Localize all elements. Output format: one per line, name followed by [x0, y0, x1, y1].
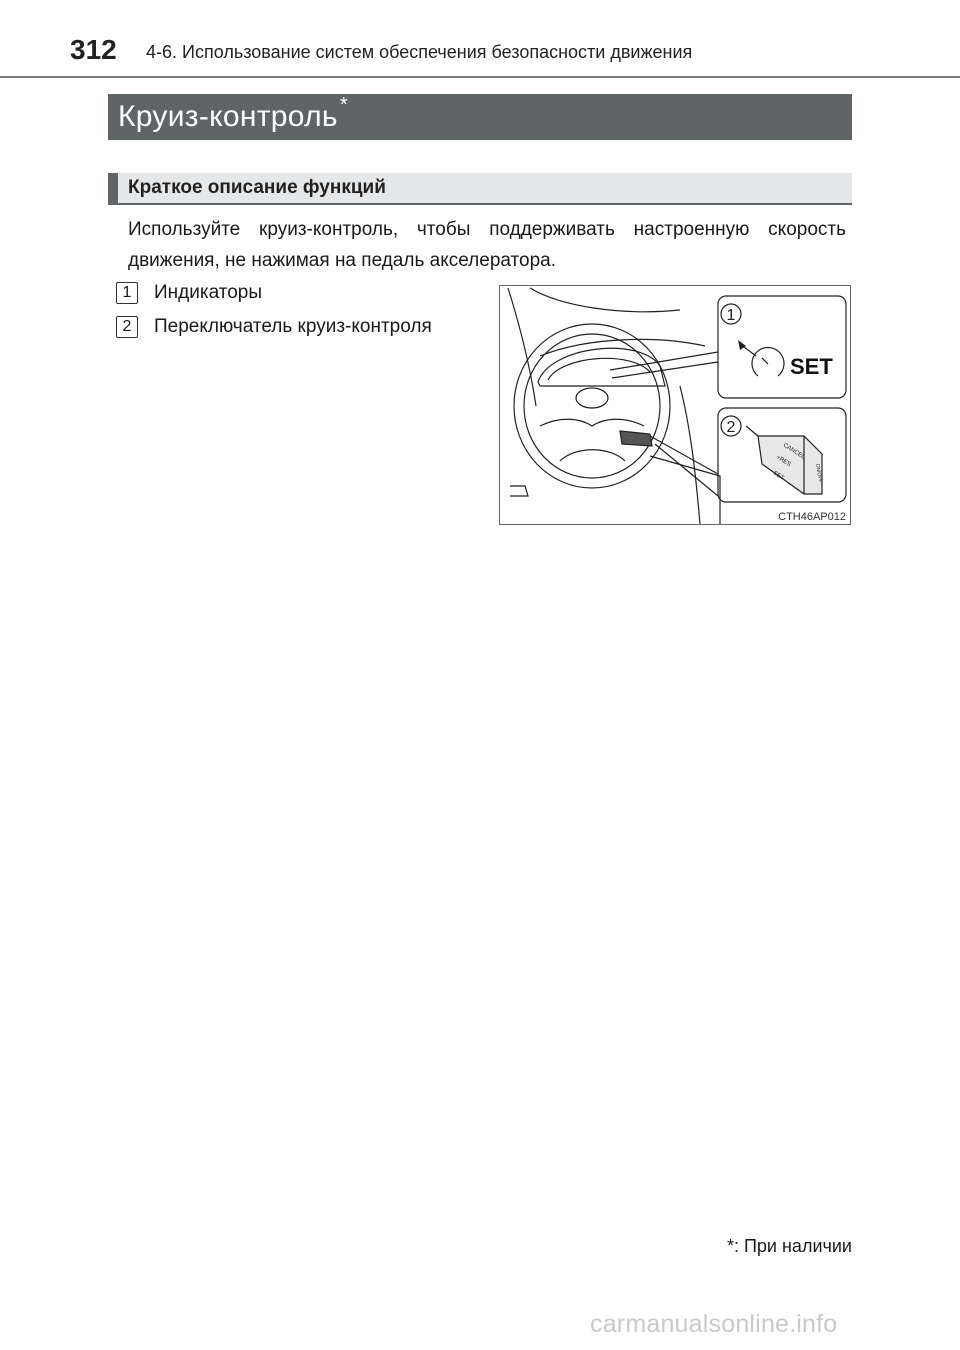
- chapter-title: 4-6. Использование систем обеспечения безопасности движения: [146, 42, 693, 62]
- illustration-code: CTH46AP012: [778, 511, 846, 523]
- page-number: 312: [70, 34, 117, 65]
- section-title: Краткое описание функций: [128, 177, 386, 198]
- page-title: Круиз-контроль: [118, 100, 338, 133]
- footnote-text: : При наличии: [733, 1236, 852, 1256]
- lever-label-set: –SET: [768, 468, 785, 482]
- lever-label-res: +RES: [774, 454, 792, 469]
- section-accent: [108, 173, 118, 203]
- legend-item: [116, 282, 262, 304]
- page-title-bar: [108, 94, 852, 140]
- header-divider: [0, 76, 960, 78]
- legend-label: Индикаторы: [154, 282, 263, 303]
- callout-1-number: 1: [726, 307, 736, 324]
- legend-number: 1: [116, 282, 138, 304]
- set-indicator-text: SET: [790, 354, 833, 379]
- watermark: carmanualsonline.info: [590, 1310, 838, 1338]
- callout-2-number: 2: [726, 419, 736, 436]
- lever-label-onoff: ON/OFF: [814, 463, 824, 483]
- legend-label: Переключатель круиз-контроля: [154, 316, 432, 337]
- footnote-mark: *: [726, 1236, 734, 1256]
- section-header: [108, 173, 852, 205]
- availability-mark: *: [339, 93, 348, 116]
- description-paragraph: Используйте круиз-контроль, чтобы поддерживать настроенную скорость движения, не нажимая на педаль акселератора.: [128, 219, 846, 271]
- legend-number: 2: [116, 316, 138, 338]
- footnote: [727, 1236, 852, 1257]
- legend-item: [116, 316, 432, 338]
- illustration-drawing: [500, 286, 852, 526]
- cruise-control-illustration: [499, 285, 851, 525]
- lever-label-cancel: CANCEL: [781, 442, 806, 461]
